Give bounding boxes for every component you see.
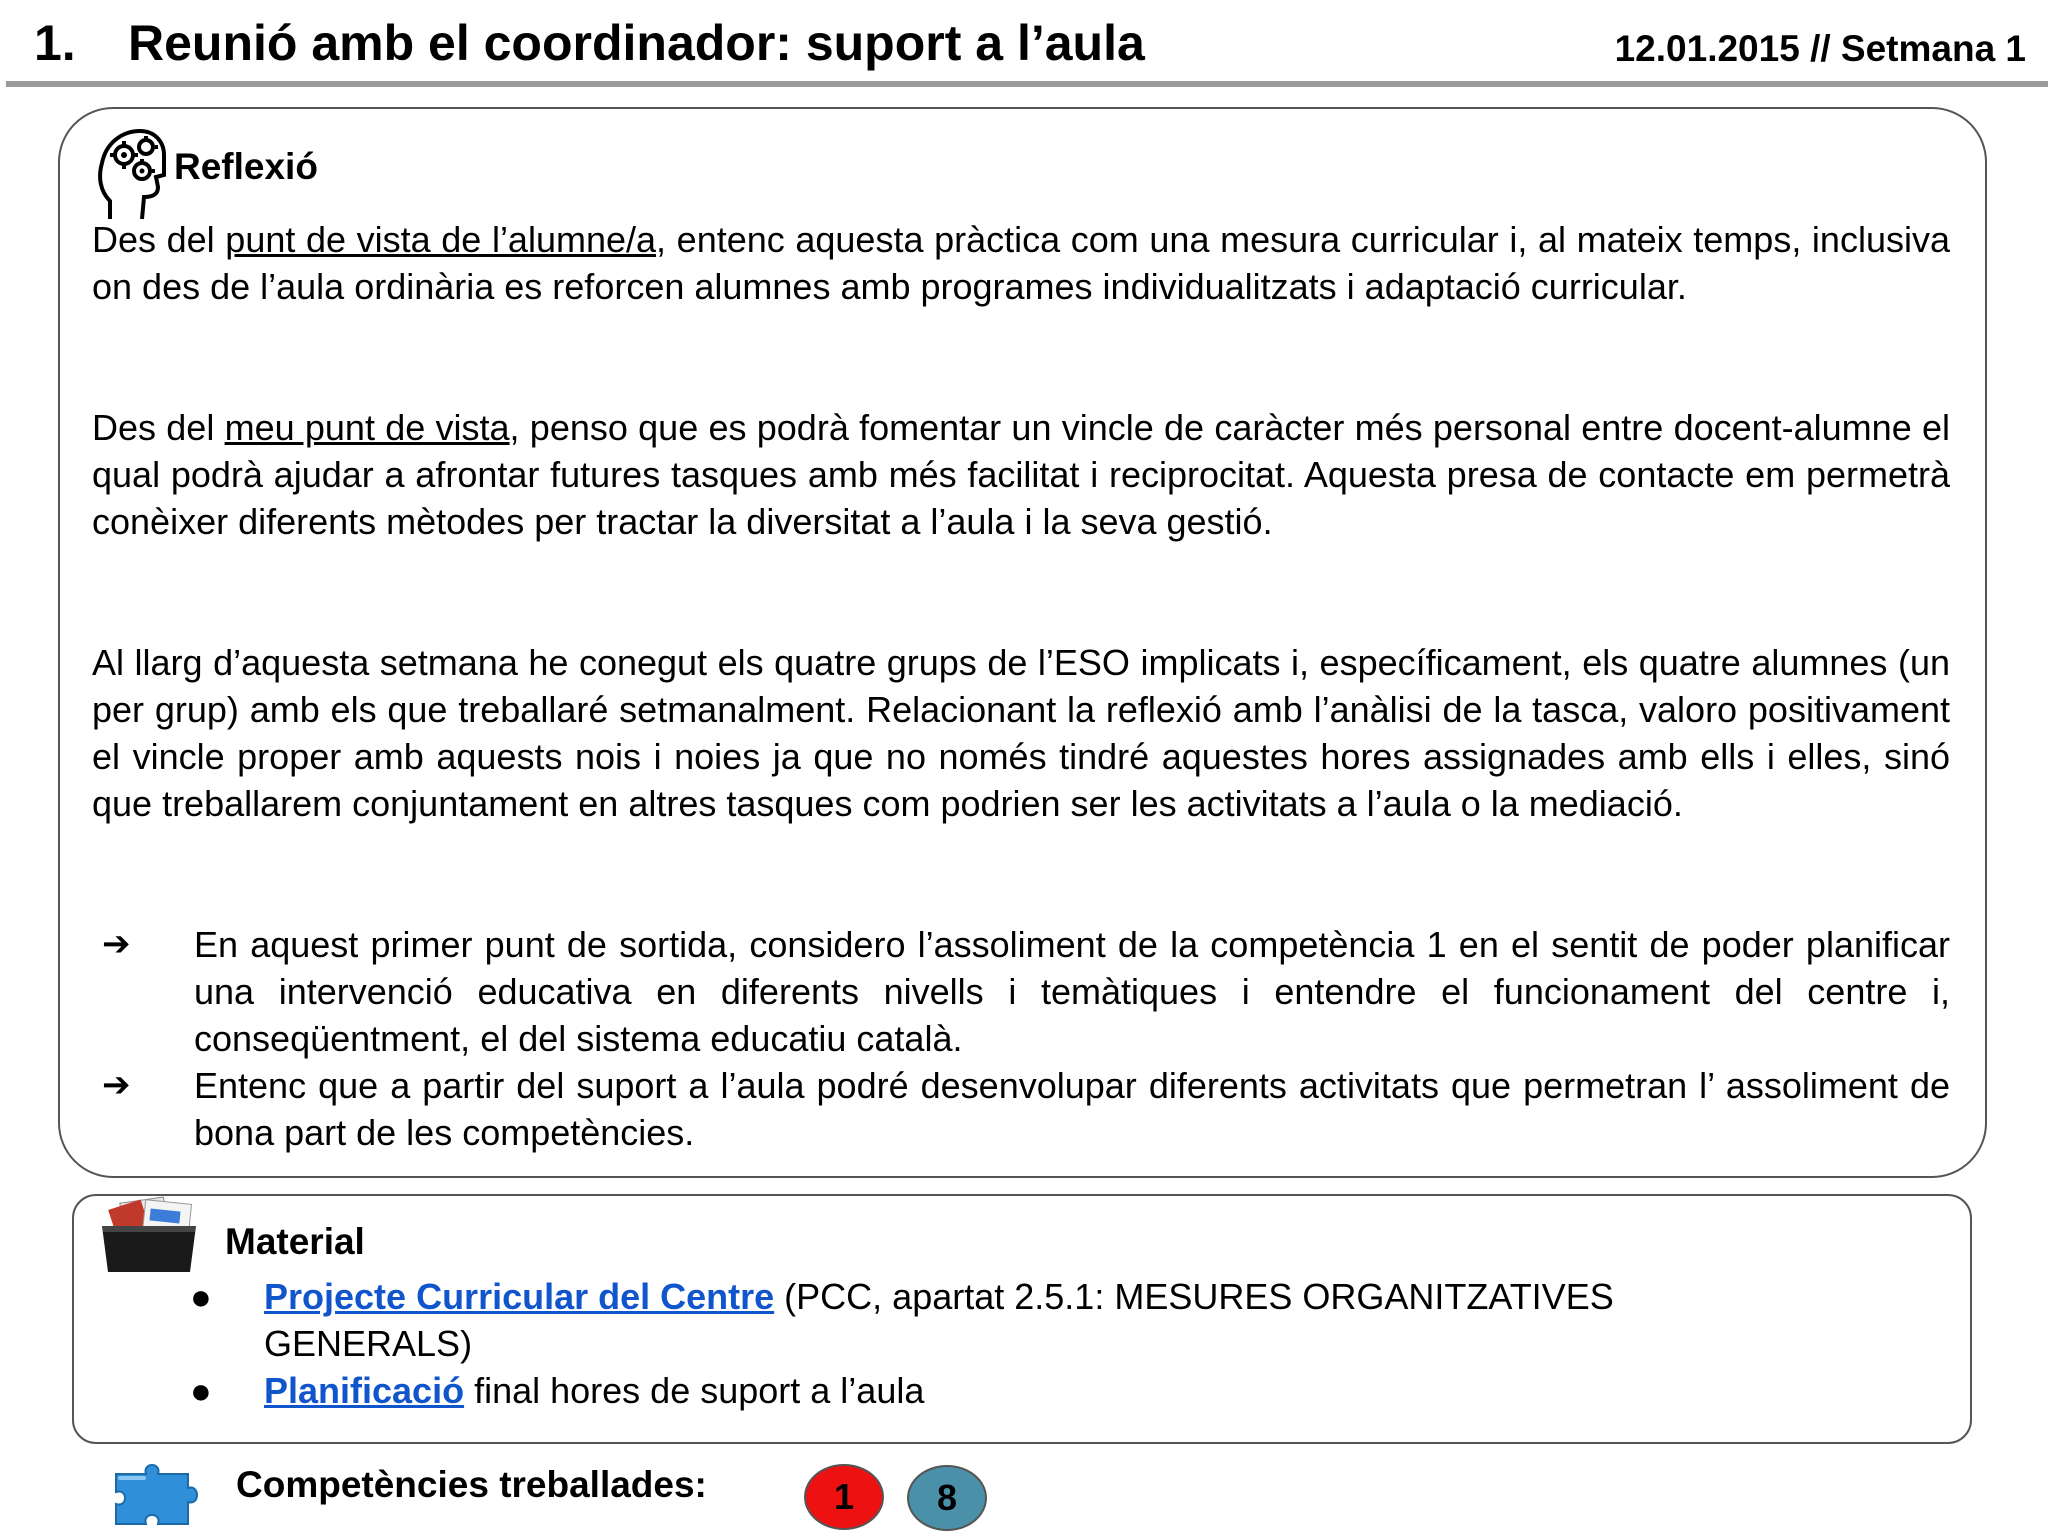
competency-badge: 8 [907,1465,987,1531]
date-week: 12.01.2015 // Setmana 1 [1614,28,2026,69]
material-item-text [264,1367,1790,1414]
paragraph-text: , entenc aquesta pràctica com una mesura curricular i, al mateix temps, inclusiva on des de l’aula ordinària es reforcen alumnes amb programes individualitzats i adaptació curricular. [92,219,1950,307]
arrow-right-icon: ➔ [102,1066,131,1104]
material-title: Material [225,1221,365,1262]
bullet-dot: ● [190,1276,212,1317]
pcc-link[interactable]: Projecte Curricular del Centre [264,1276,775,1317]
reflexio-paragraph-1 [92,216,1950,310]
section-number: 1. [34,15,76,71]
reflexio-title: Reflexió [174,146,318,187]
paragraph-text: Des del [92,407,225,448]
reflexio-paragraph-3: Al llarg d’aquesta setmana he conegut els quatre grups de l’ESO implicats i, específicament, els quatre alumnes (un per grup) amb els que treballaré setmanalment. Relacionant la reflexió amb l’anàlisi de la tasca, valoro positivament el vincle proper amb aquests nois i noies ja que no només tindré aquestes hores assignades amb ells i elles, sinó que treballarem conjuntament en altres tasques com podrien ser les activitats a l’aula o la mediació. [92,642,1950,824]
reflexio-bullet [92,921,1950,1062]
material-item-detail: final hores de suport a l’aula [464,1370,925,1411]
underlined-phrase: meu punt de vista [224,407,510,448]
competency-badge: 1 [804,1464,884,1530]
paragraph-text: , penso que es podrà fomentar un vincle de caràcter més personal entre docent-alumne el qual podrà ajudar a afrontar futures tasques amb més facilitat i reciprocitat. Aquesta presa de contacte em permetrà conèixer diferents mètodes per tractar la diversitat a l’aula i la seva gestió. [92,407,1950,542]
puzzle-piece-icon [110,1454,216,1530]
arrow-right-icon: ➔ [102,925,131,963]
bullet-text: En aquest primer punt de sortida, considero l’assoliment de la competència 1 en el sentit de poder planificar una intervenció educativa en diferents nivells i temàtiques i entendre el funcionament del centre i, conseqüentment, el del sistema educatiu català. [194,924,1950,1059]
material-item-text [264,1273,1790,1367]
planificacio-link[interactable]: Planificació [264,1370,465,1411]
material-item-detail: (PCC, apartat 2.5.1: MESURES ORGANITZATIVES GENERALS) [264,1276,1614,1364]
material-item [190,1367,1790,1414]
bullet-dot: ● [190,1370,212,1411]
competencies-title: Competències treballades: [236,1464,707,1505]
underlined-phrase: punt de vista de l’alumne/a [225,219,657,260]
paragraph-text: Des del [92,219,226,260]
page-title [34,14,1145,72]
reflexio-bullet [92,1062,1950,1156]
header-divider [6,81,2048,87]
reflexio-paragraph-2 [92,404,1950,545]
material-item [190,1273,1790,1367]
page-header [0,0,2048,90]
folder-documents-icon [100,1196,200,1274]
bullet-text: Entenc que a partir del suport a l’aula podré desenvolupar diferents activitats que permetran l’ assoliment de bona part de les competències. [194,1065,1950,1153]
section-title-text: Reunió amb el coordinador: suport a l’aula [128,15,1145,71]
head-gears-icon [96,125,166,221]
